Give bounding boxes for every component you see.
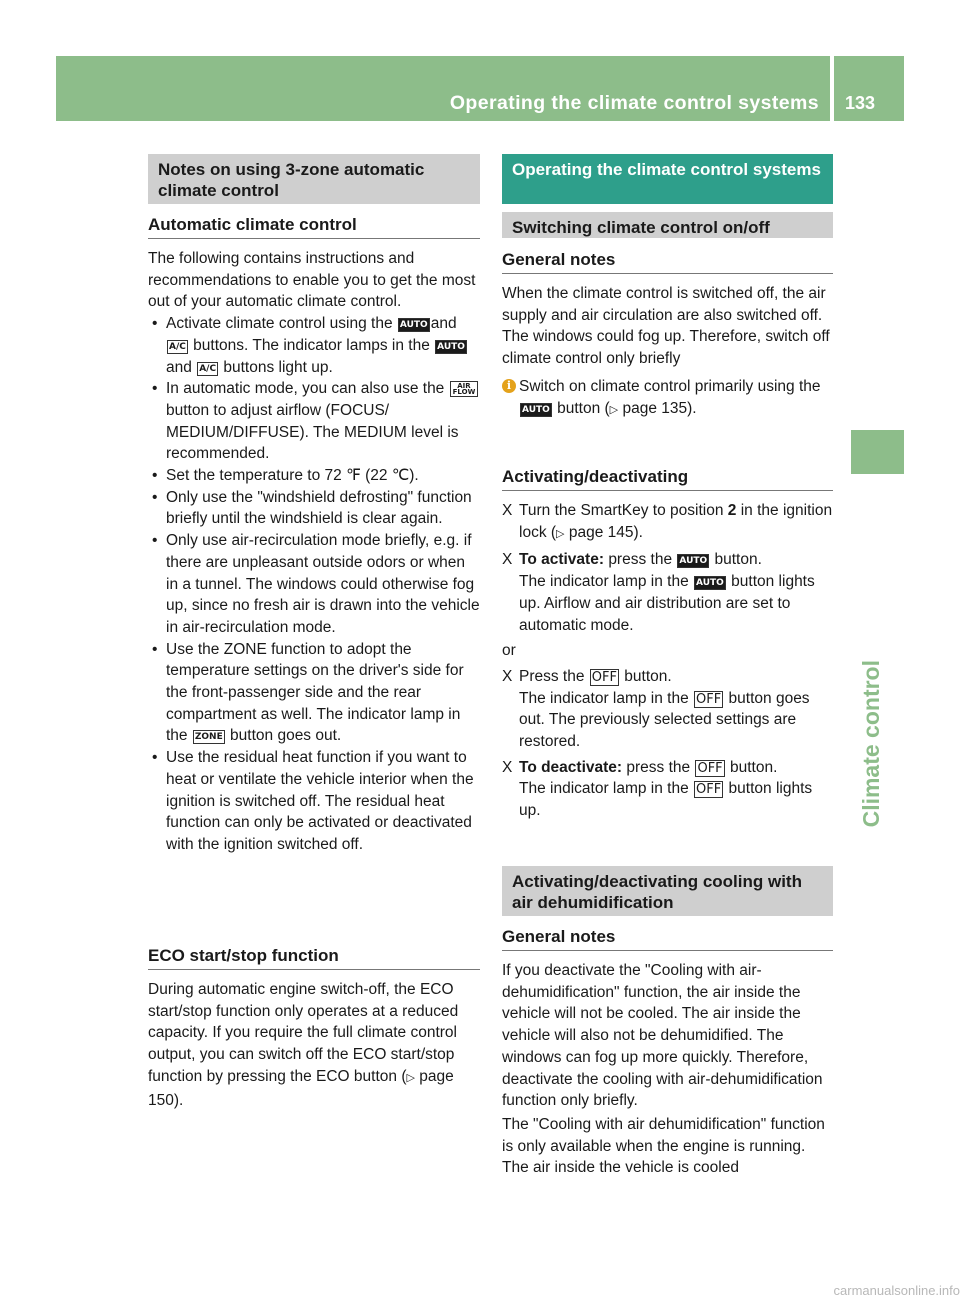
left-body <box>148 248 480 856</box>
step-press-off-result: The indicator lamp in the OFF button goes out. The previously selected settings are restored. <box>519 689 810 751</box>
eco-text: During automatic engine switch-off, the ECO start/stop function only operates at a reduced capacity. If you require the full climate control output, you can switch off the ECO start/stop function by pressing the ECO button (▷ page 150). <box>148 981 459 1109</box>
page-ref-arrow-icon: ▷ <box>406 1071 415 1084</box>
page-header-band <box>56 56 904 121</box>
page-ref-arrow-icon: ▷ <box>609 403 619 416</box>
auto-button-icon: AUTO <box>522 404 550 415</box>
bullet-recirculation: • Only use air-recirculation mode briefly, e.g. if there are unpleasant outside odors or when in a tunnel. The windows could otherwise fog up, since no fresh air is drawn into the vehicle in air-recirculation mode. <box>148 530 480 639</box>
right-body-3 <box>502 960 833 1179</box>
side-tab-marker <box>851 430 904 474</box>
bullet-temperature: • Set the temperature to 72 ℉ (22 ℃). <box>148 465 480 487</box>
page-ref-135[interactable]: page 135). <box>622 399 697 417</box>
cooling-availability-text: The "Cooling with air dehumidification" function is only available when the engine is running. The air inside the vehicle is cooled <box>502 1115 825 1177</box>
step-arrow-icon: X <box>502 551 513 569</box>
auto-button-icon: AUTO <box>679 556 708 567</box>
info-icon: i <box>502 379 516 393</box>
page-ref-arrow-icon: ▷ <box>556 527 565 540</box>
intro-text: The following contains instructions and recommendations to enable you to get the most out of your automatic climate control. <box>148 250 476 311</box>
section-title-switching: Switching climate control on/off <box>502 212 833 238</box>
cooling-notes-text: If you deactivate the "Cooling with air-dehumidification" function, the air inside the vehicle will not be cooled. The air inside the vehicle will also not be dehumidified. The windows can fog up more quickly. Therefore, deactivate the cooling with air-dehumidification function only briefly. <box>502 962 823 1110</box>
side-tab-label: Climate control <box>858 660 884 828</box>
right-body-1 <box>502 283 833 421</box>
or-text: or <box>502 642 516 660</box>
off-button-icon: OFF <box>697 760 723 776</box>
bullet-airflow: • In automatic mode, you can also use the AIR FLOW button to adjust airflow (FOCUS/ MEDIUM/DIFFUSE). The MEDIUM level is recommended. <box>148 378 480 465</box>
page-number: 133 <box>845 93 876 113</box>
right-body-2 <box>502 500 833 822</box>
section-title-cooling: Activating/deactivating cooling with air dehumidification <box>502 866 833 916</box>
off-button-icon: OFF <box>696 782 722 798</box>
section-title-3zone: Notes on using 3-zone automatic climate control <box>148 154 480 204</box>
bullet-defrost: • Only use the "windshield defrosting" function briefly until the windshield is clear again. <box>148 487 480 530</box>
general-notes-text: When the climate control is switched off, the air supply and air circulation are also switched off. The windows could fog up. Therefore, switch off climate control only briefly <box>502 285 830 368</box>
auto-button-icon: AUTO <box>696 578 724 589</box>
subheading-general-notes-1: General notes <box>502 250 833 274</box>
auto-button-icon: AUTO <box>437 341 465 352</box>
section-title-operating: Operating the climate control systems <box>502 154 833 204</box>
page-ref-150[interactable]: page 150). <box>148 1067 454 1109</box>
step-deactivate: X To deactivate: press the OFF button. <box>502 757 833 779</box>
bullet-residual-heat: • Use the residual heat function if you want to heat or ventilate the vehicle interior when the ignition is switched off. The residual heat function can only be activated or deactivated with the ignition switched off. <box>148 747 480 856</box>
step-activate-result: The indicator lamp in the AUTO button lights up. Airflow and air distribution are set to automatic mode. <box>519 573 815 634</box>
subheading-eco: ECO start/stop function <box>148 946 480 970</box>
subheading-general-notes-2: General notes <box>502 927 833 951</box>
step-activate: X To activate: press the AUTO button. <box>502 549 833 571</box>
zone-button-icon: ZONE <box>194 732 223 743</box>
auto-button-icon: AUTO <box>399 320 428 331</box>
info-note: i Switch on climate control primarily using the AUTO button (▷ page 135). <box>502 376 833 421</box>
off-button-icon: OFF <box>696 691 722 707</box>
airflow-button-icon: AIR FLOW <box>450 381 479 397</box>
watermark: carmanualsonline.info <box>833 1283 960 1298</box>
subheading-activating: Activating/deactivating <box>502 467 833 491</box>
step-press-off: X Press the OFF button. <box>502 666 833 688</box>
step-arrow-icon: X <box>502 758 513 776</box>
step-deactivate-result: The indicator lamp in the OFF button lights up. <box>519 780 813 820</box>
ac-button-icon: A/C <box>199 363 217 374</box>
page-ref-145[interactable]: page 145). <box>568 523 643 541</box>
subheading-automatic-climate-control: Automatic climate control <box>148 215 480 239</box>
page-header-title: Operating the climate control systems <box>449 92 819 114</box>
header-divider <box>830 56 834 121</box>
step-arrow-icon: X <box>502 502 513 519</box>
step-smartkey: X Turn the SmartKey to position 2 in the ignition lock (▷ page 145). <box>502 502 833 541</box>
ac-button-icon: A/C <box>169 341 186 352</box>
bullet-zone: • Use the ZONE function to adopt the temperature settings on the driver's side for the front-passenger side and the rear compartment as well. The indicator lamp in the ZONE button goes out. <box>148 639 480 748</box>
off-button-icon: OFF <box>591 669 617 685</box>
bullet-activate: • Activate climate control using the AUTO and A/C buttons. The indicator lamps in the AUTO and A/C buttons light up. <box>148 313 480 378</box>
step-arrow-icon: X <box>502 667 513 685</box>
